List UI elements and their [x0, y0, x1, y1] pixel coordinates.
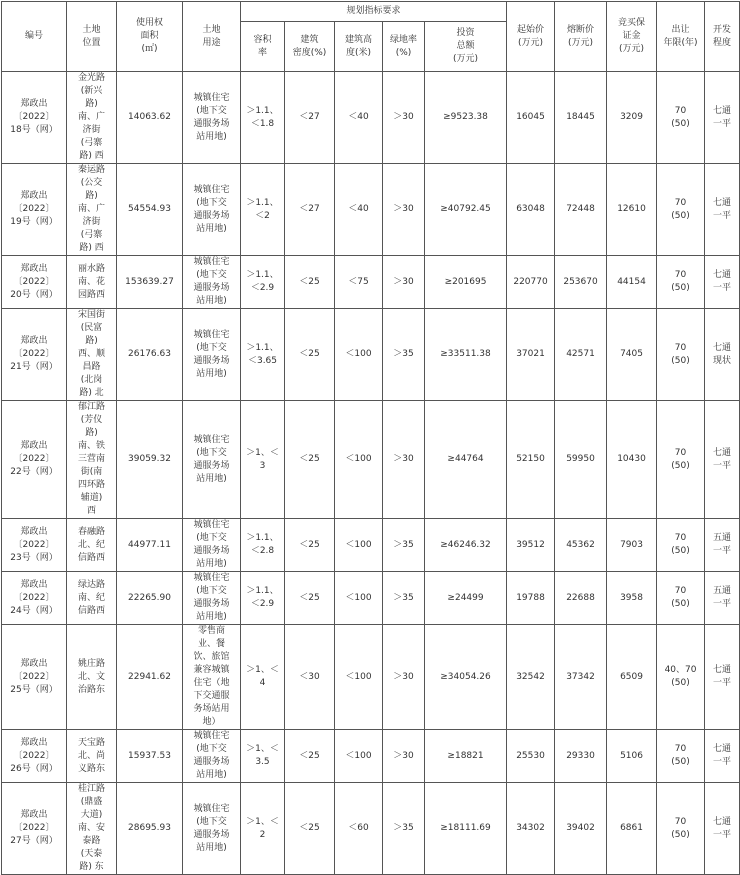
cell-cap-price: 39402 — [555, 783, 607, 875]
cell-dev: 七通 一平 — [705, 72, 740, 164]
header-row-top — [2, 2, 740, 22]
cell-location: 秦运路 (公交 路) 南、广 济街 (弓寨 路) 西 — [67, 164, 117, 256]
cell-location: 宋国街 (民富 路) 西、顺 昌路 (北岗 路) 北 — [67, 309, 117, 401]
cell-deposit: 6509 — [607, 625, 657, 730]
col-header-cap-price: 熔断价 (万元) — [555, 2, 607, 72]
cell-start-price: 25530 — [507, 730, 555, 783]
cell-density: ＜25 — [285, 730, 335, 783]
cell-years: 70 (50) — [657, 572, 705, 625]
cell-height: ＜60 — [335, 783, 383, 875]
cell-density: ＜25 — [285, 256, 335, 309]
cell-area: 39059.32 — [117, 401, 183, 519]
cell-location: 天宝路 北、尚 义路东 — [67, 730, 117, 783]
cell-id: 郑政出 〔2022〕 21号（网） — [2, 309, 67, 401]
col-header-density: 建筑 密度(%) — [285, 22, 335, 72]
table-row — [2, 572, 740, 625]
cell-location: 绿达路 南、纪 信路西 — [67, 572, 117, 625]
cell-years: 70 (50) — [657, 783, 705, 875]
cell-start-price: 16045 — [507, 72, 555, 164]
cell-deposit: 7903 — [607, 519, 657, 572]
col-header-height: 建筑高 度(米) — [335, 22, 383, 72]
cell-green: ＞30 — [383, 164, 425, 256]
col-header-invest: 投资 总额 (万元) — [425, 22, 507, 72]
cell-invest: ≥24499 — [425, 572, 507, 625]
cell-years: 40、70 (50) — [657, 625, 705, 730]
cell-location: 郁江路 (芳仪 路) 南、铁 三营南 街(南 四环路 辅道) 西 — [67, 401, 117, 519]
cell-height: ＜100 — [335, 401, 383, 519]
cell-green: ＞30 — [383, 72, 425, 164]
cell-location: 金光路 (新兴 路) 南、广 济街 (弓寨 路) 西 — [67, 72, 117, 164]
col-header-location: 土地 位置 — [67, 2, 117, 72]
cell-start-price: 63048 — [507, 164, 555, 256]
cell-use: 城镇住宅 (地下交 通服务场 站用地) — [183, 309, 241, 401]
cell-cap-price: 253670 — [555, 256, 607, 309]
cell-area: 15937.53 — [117, 730, 183, 783]
cell-far: ＞1.1、 ＜2 — [241, 164, 285, 256]
cell-deposit: 3958 — [607, 572, 657, 625]
cell-area: 28695.93 — [117, 783, 183, 875]
cell-id: 郑政出 〔2022〕 23号（网） — [2, 519, 67, 572]
table-row — [2, 256, 740, 309]
cell-cap-price: 42571 — [555, 309, 607, 401]
table-row — [2, 309, 740, 401]
cell-cap-price: 37342 — [555, 625, 607, 730]
table-row — [2, 625, 740, 730]
cell-green: ＞30 — [383, 730, 425, 783]
cell-use: 零售商 业、餐 饮、旅馆 兼容城镇 住宅（地 下交通服 务场站用 地） — [183, 625, 241, 730]
cell-start-price: 52150 — [507, 401, 555, 519]
cell-far: ＞1、＜ 4 — [241, 625, 285, 730]
cell-start-price: 220770 — [507, 256, 555, 309]
col-header-planning-group: 规划指标要求 — [241, 2, 507, 22]
cell-far: ＞1.1、 ＜3.65 — [241, 309, 285, 401]
cell-deposit: 5106 — [607, 730, 657, 783]
cell-invest: ≥44764 — [425, 401, 507, 519]
cell-deposit: 44154 — [607, 256, 657, 309]
cell-dev: 七通 一平 — [705, 256, 740, 309]
cell-density: ＜27 — [285, 72, 335, 164]
cell-use: 城镇住宅 (地下交 通服务场 站用地) — [183, 72, 241, 164]
cell-location: 春融路 北、纪 信路西 — [67, 519, 117, 572]
cell-area: 14063.62 — [117, 72, 183, 164]
cell-area: 22265.90 — [117, 572, 183, 625]
cell-dev: 七通 一平 — [705, 164, 740, 256]
cell-use: 城镇住宅 (地下交 通服务场 站用地) — [183, 256, 241, 309]
table-row — [2, 72, 740, 164]
cell-green: ＞30 — [383, 625, 425, 730]
cell-far: ＞1.1、 ＜2.9 — [241, 572, 285, 625]
cell-invest: ≥34054.26 — [425, 625, 507, 730]
cell-start-price: 32542 — [507, 625, 555, 730]
cell-dev: 五通 一平 — [705, 519, 740, 572]
cell-far: ＞1、＜ 2 — [241, 783, 285, 875]
table-body — [2, 72, 740, 875]
cell-far: ＞1.1、 ＜2.9 — [241, 256, 285, 309]
cell-deposit: 12610 — [607, 164, 657, 256]
cell-cap-price: 22688 — [555, 572, 607, 625]
cell-deposit: 3209 — [607, 72, 657, 164]
col-header-years: 出让 年限(年) — [657, 2, 705, 72]
cell-area: 44977.11 — [117, 519, 183, 572]
cell-deposit: 10430 — [607, 401, 657, 519]
cell-years: 70 (50) — [657, 519, 705, 572]
cell-deposit: 6861 — [607, 783, 657, 875]
cell-use: 城镇住宅 (地下交 通服务场 站用地) — [183, 730, 241, 783]
cell-id: 郑政出 〔2022〕 19号（网） — [2, 164, 67, 256]
cell-start-price: 39512 — [507, 519, 555, 572]
cell-density: ＜25 — [285, 783, 335, 875]
cell-cap-price: 72448 — [555, 164, 607, 256]
cell-far: ＞1.1、 ＜1.8 — [241, 72, 285, 164]
cell-density: ＜27 — [285, 164, 335, 256]
cell-years: 70 (50) — [657, 309, 705, 401]
cell-location: 丽水路 南、花 园路西 — [67, 256, 117, 309]
cell-invest: ≥46246.32 — [425, 519, 507, 572]
cell-id: 郑政出 〔2022〕 18号（网） — [2, 72, 67, 164]
cell-deposit: 7405 — [607, 309, 657, 401]
cell-density: ＜30 — [285, 625, 335, 730]
cell-start-price: 34302 — [507, 783, 555, 875]
cell-dev: 七通 一平 — [705, 730, 740, 783]
cell-start-price: 19788 — [507, 572, 555, 625]
cell-years: 70 (50) — [657, 730, 705, 783]
cell-invest: ≥201695 — [425, 256, 507, 309]
cell-cap-price: 45362 — [555, 519, 607, 572]
cell-id: 郑政出 〔2022〕 27号（网） — [2, 783, 67, 875]
col-header-use: 土地 用途 — [183, 2, 241, 72]
cell-green: ＞35 — [383, 519, 425, 572]
cell-dev: 五通 一平 — [705, 572, 740, 625]
cell-far: ＞1、＜ 3 — [241, 401, 285, 519]
cell-years: 70 (50) — [657, 164, 705, 256]
cell-height: ＜100 — [335, 519, 383, 572]
cell-area: 54554.93 — [117, 164, 183, 256]
cell-area: 153639.27 — [117, 256, 183, 309]
cell-green: ＞30 — [383, 401, 425, 519]
cell-green: ＞35 — [383, 783, 425, 875]
cell-invest: ≥40792.45 — [425, 164, 507, 256]
cell-dev: 七通 一平 — [705, 625, 740, 730]
table-row — [2, 730, 740, 783]
cell-density: ＜25 — [285, 401, 335, 519]
cell-cap-price: 59950 — [555, 401, 607, 519]
cell-location: 姚庄路 北、文 治路东 — [67, 625, 117, 730]
cell-invest: ≥18111.69 — [425, 783, 507, 875]
col-header-deposit: 竞买保 证金 (万元) — [607, 2, 657, 72]
cell-height: ＜100 — [335, 625, 383, 730]
cell-density: ＜25 — [285, 519, 335, 572]
land-auction-table — [1, 1, 740, 875]
cell-use: 城镇住宅 (地下交 通服务场 站用地) — [183, 164, 241, 256]
cell-dev: 七通 现状 — [705, 309, 740, 401]
table-row — [2, 783, 740, 875]
cell-density: ＜25 — [285, 309, 335, 401]
cell-height: ＜100 — [335, 572, 383, 625]
col-header-id: 编号 — [2, 2, 67, 72]
cell-cap-price: 18445 — [555, 72, 607, 164]
cell-height: ＜75 — [335, 256, 383, 309]
cell-id: 郑政出 〔2022〕 20号（网） — [2, 256, 67, 309]
col-header-dev: 开发 程度 — [705, 2, 740, 72]
cell-invest: ≥9523.38 — [425, 72, 507, 164]
cell-far: ＞1.1、 ＜2.8 — [241, 519, 285, 572]
cell-start-price: 37021 — [507, 309, 555, 401]
cell-density: ＜25 — [285, 572, 335, 625]
cell-area: 26176.63 — [117, 309, 183, 401]
col-header-area: 使用权 面积 (㎡) — [117, 2, 183, 72]
col-header-green: 绿地率 (%) — [383, 22, 425, 72]
cell-cap-price: 29330 — [555, 730, 607, 783]
cell-far: ＞1、＜ 3.5 — [241, 730, 285, 783]
cell-years: 70 (50) — [657, 256, 705, 309]
cell-id: 郑政出 〔2022〕 26号（网） — [2, 730, 67, 783]
cell-use: 城镇住宅 (地下交 通服务场 站用地) — [183, 401, 241, 519]
cell-id: 郑政出 〔2022〕 22号（网） — [2, 401, 67, 519]
table-row — [2, 401, 740, 519]
cell-id: 郑政出 〔2022〕 24号（网） — [2, 572, 67, 625]
col-header-start-price: 起始价 (万元) — [507, 2, 555, 72]
cell-height: ＜40 — [335, 164, 383, 256]
cell-height: ＜40 — [335, 72, 383, 164]
cell-use: 城镇住宅 (地下交 通服务场 站用地) — [183, 783, 241, 875]
cell-use: 城镇住宅 (地下交 通服务场 站用地) — [183, 572, 241, 625]
cell-location: 桂江路 (鼎盛 大道) 南、安 泰路 (天泰 路) 东 — [67, 783, 117, 875]
cell-invest: ≥18821 — [425, 730, 507, 783]
cell-dev: 七通 一平 — [705, 783, 740, 875]
cell-height: ＜100 — [335, 309, 383, 401]
cell-height: ＜100 — [335, 730, 383, 783]
cell-years: 70 (50) — [657, 72, 705, 164]
col-header-far: 容积 率 — [241, 22, 285, 72]
cell-dev: 七通 一平 — [705, 401, 740, 519]
cell-invest: ≥33511.38 — [425, 309, 507, 401]
cell-green: ＞30 — [383, 256, 425, 309]
cell-id: 郑政出 〔2022〕 25号（网） — [2, 625, 67, 730]
cell-use: 城镇住宅 (地下交 通服务场 站用地) — [183, 519, 241, 572]
cell-years: 70 (50) — [657, 401, 705, 519]
table-row — [2, 519, 740, 572]
cell-area: 22941.62 — [117, 625, 183, 730]
cell-green: ＞35 — [383, 309, 425, 401]
table-row — [2, 164, 740, 256]
cell-green: ＞35 — [383, 572, 425, 625]
